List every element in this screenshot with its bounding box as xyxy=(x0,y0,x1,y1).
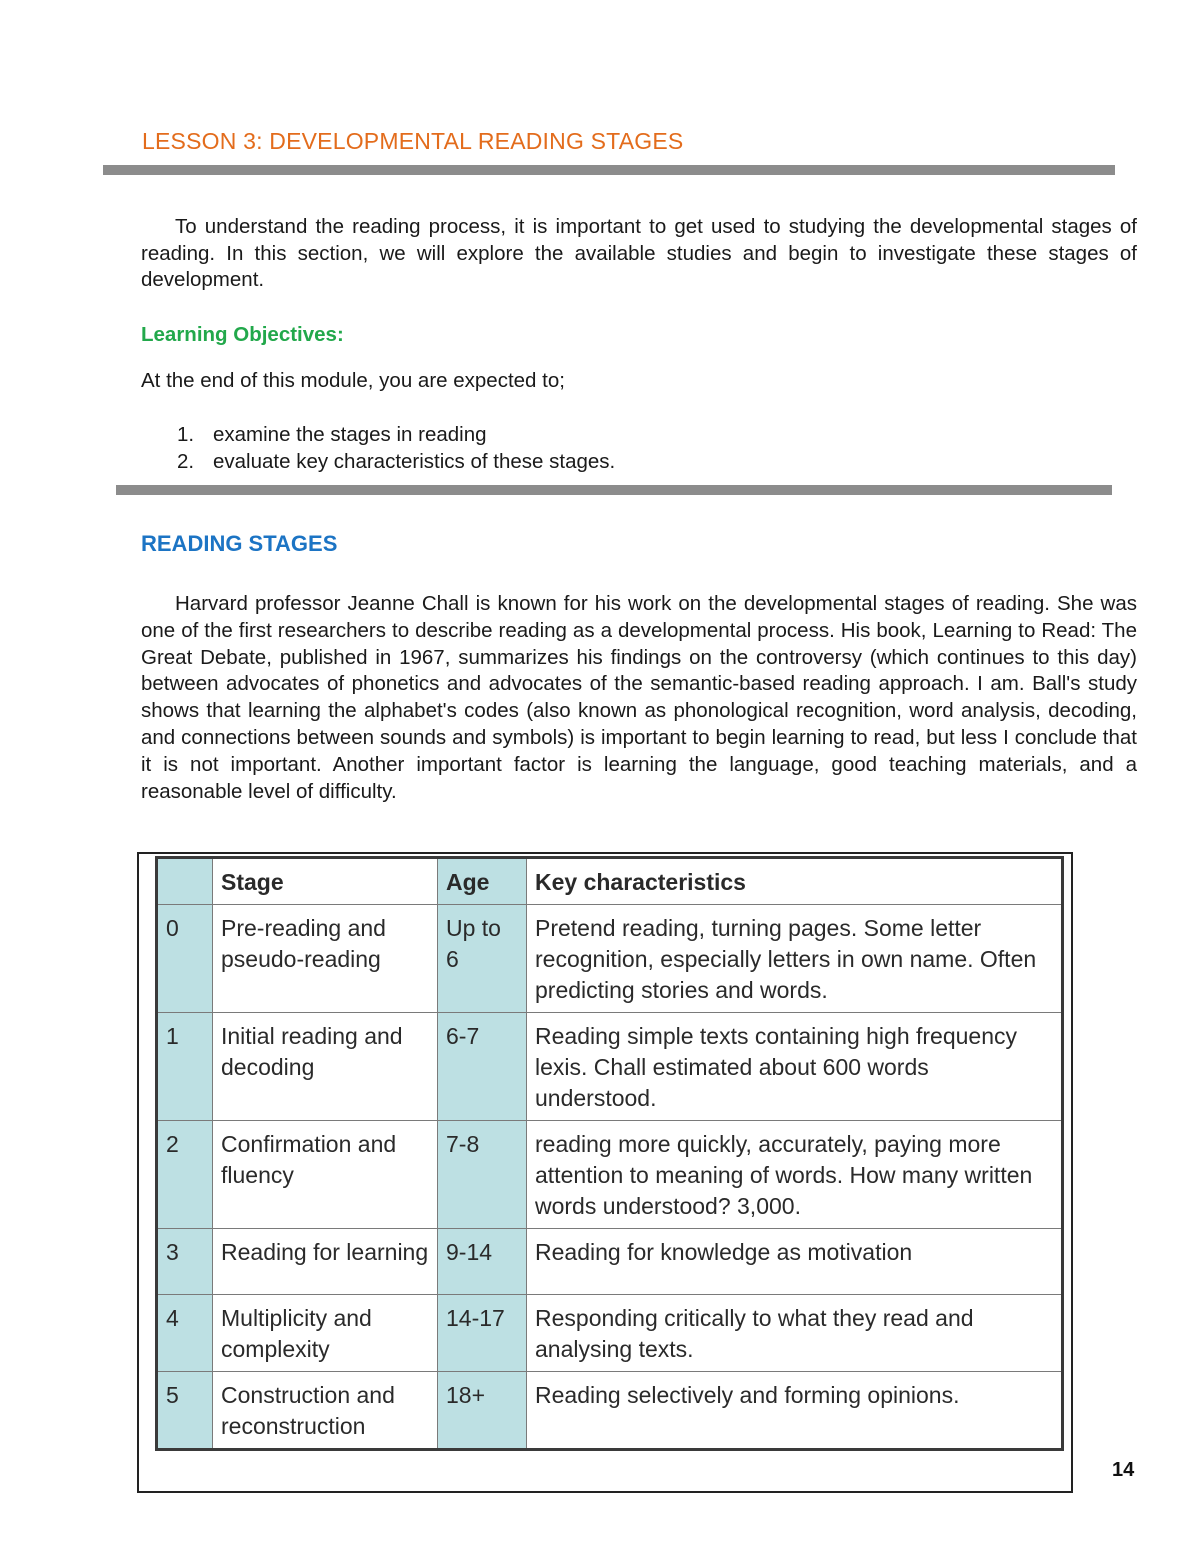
stage-characteristics-cell: Responding critically to what they read and analysing texts. xyxy=(527,1295,1063,1372)
reading-stages-heading: READING STAGES xyxy=(141,531,338,556)
stage-age-cell: 7-8 xyxy=(438,1121,527,1229)
objectives-list xyxy=(141,421,615,475)
stage-name-cell: Reading for learning xyxy=(213,1229,438,1295)
stage-name-cell: Confirmation and fluency xyxy=(213,1121,438,1229)
stage-number-cell: 0 xyxy=(157,905,213,1013)
stage-number-cell: 4 xyxy=(157,1295,213,1372)
stage-name-cell: Initial reading and decoding xyxy=(213,1013,438,1121)
table-row xyxy=(157,1295,1063,1372)
stage-name-cell: Construction and reconstruction xyxy=(213,1372,438,1450)
stage-number-cell: 1 xyxy=(157,1013,213,1121)
objective-item xyxy=(141,448,615,475)
stage-characteristics-cell: Reading selectively and forming opinions. xyxy=(527,1372,1063,1450)
stage-age-cell: 14-17 xyxy=(438,1295,527,1372)
stage-age-cell: 18+ xyxy=(438,1372,527,1450)
table-header-row xyxy=(157,858,1063,905)
table-row xyxy=(157,1372,1063,1450)
reading-stages-paragraph xyxy=(141,591,1137,805)
stage-characteristics-cell: Pretend reading, turning pages. Some letter recognition, especially letters in own name. Often predicting stories and words. xyxy=(527,905,1063,1013)
table-row xyxy=(157,905,1063,1013)
objective-number: 2. xyxy=(177,450,195,473)
stage-characteristics-cell: Reading for knowledge as motivation xyxy=(527,1229,1063,1295)
title-divider xyxy=(103,165,1115,175)
table-row xyxy=(157,1121,1063,1229)
section-divider xyxy=(116,485,1112,495)
stage-number-cell: 3 xyxy=(157,1229,213,1295)
reading-stages-table xyxy=(155,856,1064,1451)
stage-number-cell: 2 xyxy=(157,1121,213,1229)
objective-text: evaluate key characteristics of these stages. xyxy=(213,450,616,473)
stage-name-cell: Pre-reading and pseudo-reading xyxy=(213,905,438,1013)
header-age-cell: Age xyxy=(438,858,527,905)
reading-stages-text: Harvard professor Jeanne Chall is known for his work on the developmental stages of reading. She was one of the first researchers to describe reading as a developmental process. His book, Learning to Read: The Great Debate, published in 1967, summarizes his findings on the controversy (which continues to this day) between advocates of phonetics and advocates of the semantic-based reading approach. I am. Ball's study shows that learning the alphabet's codes (also known as phonological recognition, word analysis, decoding, and connections between sounds and symbols) is important to begin learning to read, but less I conclude that it is not important. Another important factor is learning the language, good teaching materials, and a reasonable level of difficulty. xyxy=(141,592,1137,803)
header-number-cell xyxy=(157,858,213,905)
lesson-title: LESSON 3: DEVELOPMENTAL READING STAGES xyxy=(142,128,684,154)
stage-number-cell: 5 xyxy=(157,1372,213,1450)
objectives-heading: Learning Objectives: xyxy=(141,323,344,346)
table-row xyxy=(157,1013,1063,1121)
page-number: 14 xyxy=(1112,1459,1135,1481)
stage-name-cell: Multiplicity and complexity xyxy=(213,1295,438,1372)
objective-item xyxy=(141,421,615,448)
objectives-lead: At the end of this module, you are expected to; xyxy=(141,369,565,392)
header-stage-cell: Stage xyxy=(213,858,438,905)
stage-age-cell: Up to 6 xyxy=(438,905,527,1013)
stage-age-cell: 6-7 xyxy=(438,1013,527,1121)
stage-age-cell: 9-14 xyxy=(438,1229,527,1295)
header-key-cell: Key characteristics xyxy=(527,858,1063,905)
objective-number: 1. xyxy=(177,423,195,446)
intro-paragraph xyxy=(141,214,1137,294)
intro-text: To understand the reading process, it is important to get used to studying the developmental stages of reading. In this section, we will explore the available studies and begin to investigate these stages of development. xyxy=(141,215,1137,291)
stage-characteristics-cell: reading more quickly, accurately, paying more attention to meaning of words. How many written words understood? 3,000. xyxy=(527,1121,1063,1229)
stage-characteristics-cell: Reading simple texts containing high frequency lexis. Chall estimated about 600 words understood. xyxy=(527,1013,1063,1121)
table-row xyxy=(157,1229,1063,1295)
objective-text: examine the stages in reading xyxy=(213,423,487,446)
